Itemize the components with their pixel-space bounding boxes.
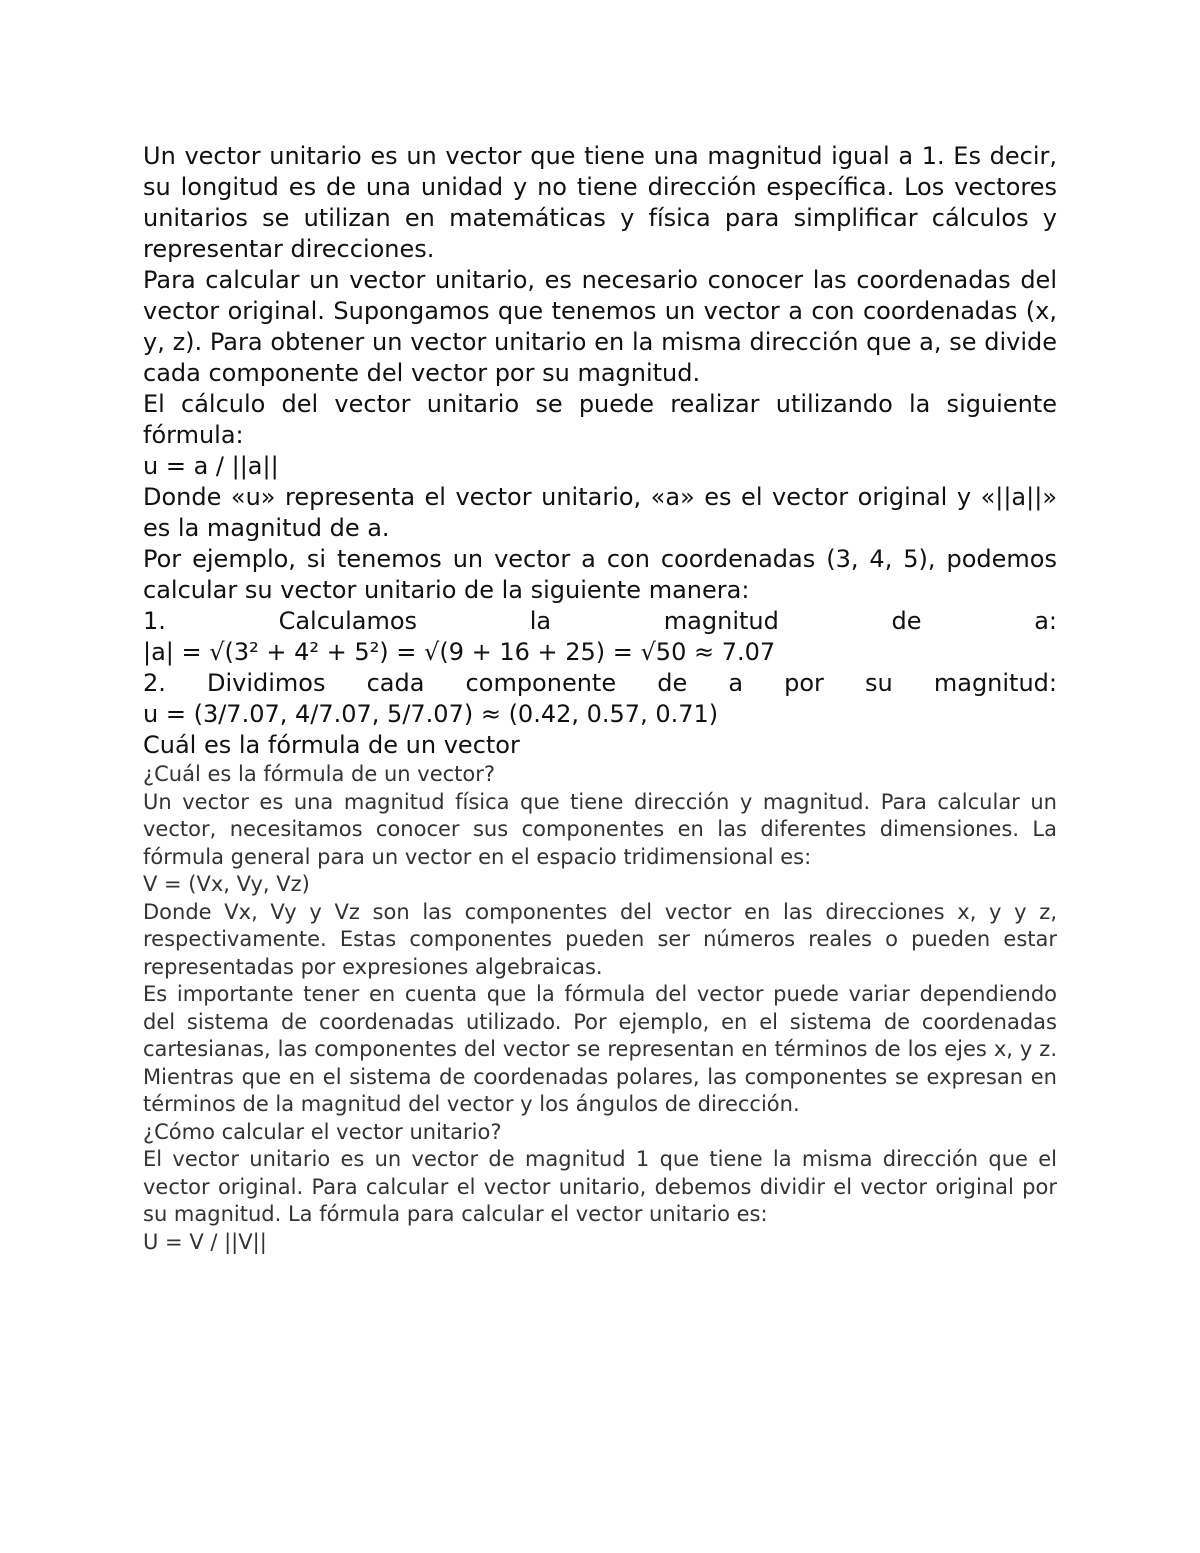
example-step-2-calculation: u = (3/7.07, 4/7.07, 5/7.07) ≈ (0.42, 0.57, 0.71) <box>143 700 719 728</box>
paragraph-formula-legend: Donde «u» representa el vector unitario, «a» es el vector original y «||a||» es la magnitud de a. <box>143 483 1057 542</box>
example-step-2: 2. Dividimos cada componente de a por su magnitud: <box>143 669 1057 697</box>
formula-vector-components: V = (Vx, Vy, Vz) <box>143 872 310 896</box>
example-step-1: 1. Calculamos la magnitud de a: <box>143 607 1057 635</box>
paragraph-how-to-calculate: Para calcular un vector unitario, es necesario conocer las coordenadas del vector original. Supongamos que tenemos un vector a con coordenadas (x, y, z). Para obtener un vector unitario en la misma dirección que a, se divide cada componente del vector por su magnitud. <box>143 266 1057 387</box>
subheading-unit-vector-question: ¿Cómo calcular el vector unitario? <box>143 1119 502 1144</box>
example-step-1-calculation: |a| = √(3² + 4² + 5²) = √(9 + 16 + 25) = √50 ≈ 7.07 <box>143 638 776 666</box>
paragraph-formula-intro: El cálculo del vector unitario se puede realizar utilizando la siguiente fórmula: <box>143 390 1057 449</box>
formula-unit-vector-uppercase: U = V / ||V|| <box>143 1229 267 1254</box>
paragraph-coordinate-systems: Es importante tener en cuenta que la fórmula del vector puede variar dependiendo del sistema de coordenadas utilizado. Por ejemplo, en el sistema de coordenadas cartesianas, las componentes del vector se representan en términos de los ejes x, y z. Mientras que en el sistema de coordenadas polares, las componentes se expresan en términos de la magnitud del vector y los ángulos de dirección. <box>143 982 1057 1116</box>
formula-unit-vector: u = a / ||a|| <box>143 452 279 480</box>
paragraph-definition: Un vector unitario es un vector que tiene una magnitud igual a 1. Es decir, su longitud es de una unidad y no tiene dirección específica. Los vectores unitarios se utilizan en matemáticas y física para simplificar cálculos y representar direcciones. <box>143 142 1057 263</box>
subheading-vector-formula-question: ¿Cuál es la fórmula de un vector? <box>143 762 496 786</box>
paragraph-components-explanation: Donde Vx, Vy y Vz son las componentes del vector en las direcciones x, y y z, respectivamente. Estas componentes pueden ser números reales o pueden estar representadas por expresiones algebraicas. <box>143 899 1057 979</box>
paragraph-example-intro: Por ejemplo, si tenemos un vector a con coordenadas (3, 4, 5), podemos calcular su vector unitario de la siguiente manera: <box>143 545 1057 604</box>
paragraph-unit-vector-calculation: El vector unitario es un vector de magnitud 1 que tiene la misma dirección que el vector original. Para calcular el vector unitario, debemos dividir el vector original por su magnitud. La fórmula para calcular el vector unitario es: <box>143 1147 1057 1226</box>
section-heading-vector-formula: Cuál es la fórmula de un vector <box>143 731 520 759</box>
paragraph-vector-definition: Un vector es una magnitud física que tiene dirección y magnitud. Para calcular un vector, necesitamos conocer sus componentes en las diferentes dimensiones. La fórmula general para un vector en el espacio tridimensional es: <box>143 789 1057 869</box>
document-page <box>143 141 1057 1256</box>
